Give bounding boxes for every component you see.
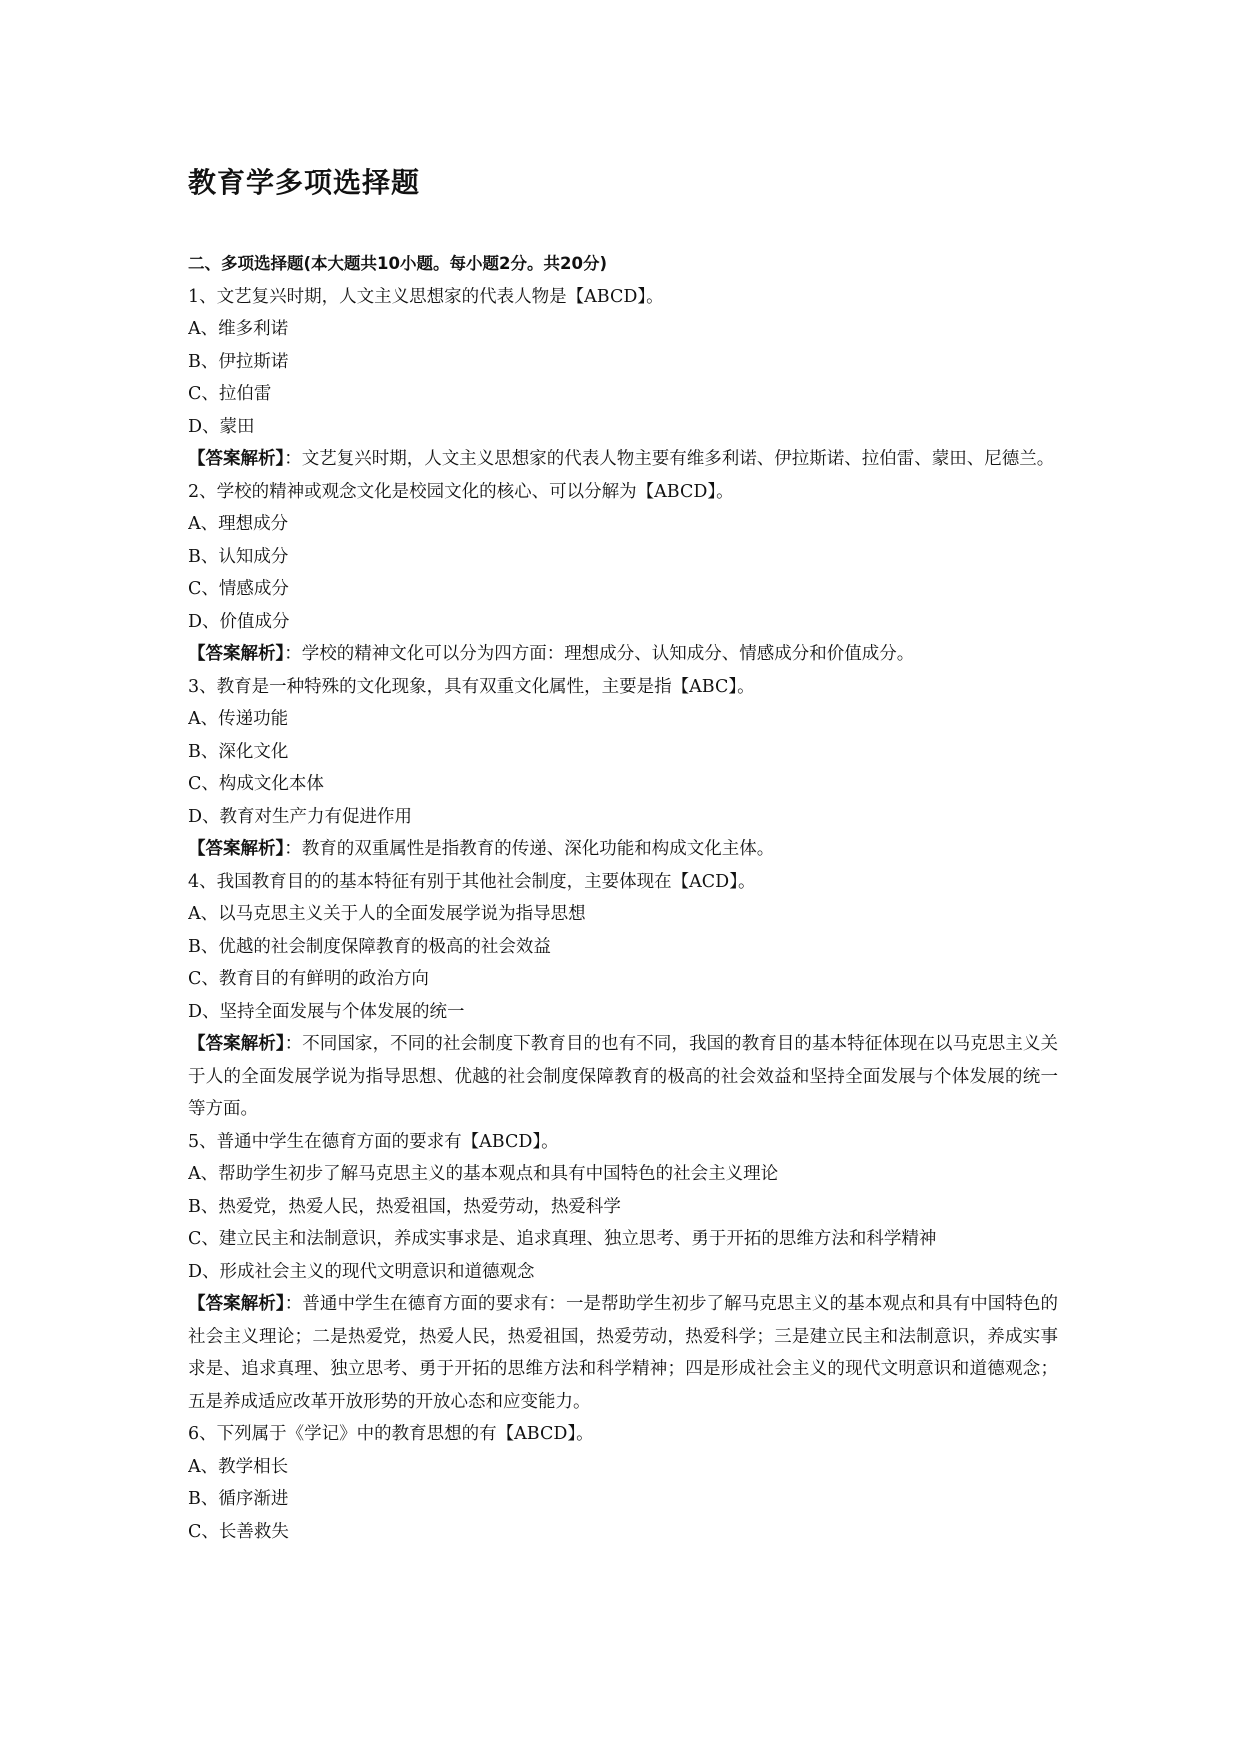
explanation-label: 【答案解析】: [188, 839, 285, 859]
option-a: A、理想成分: [188, 514, 289, 534]
question-stem: 3、教育是一种特殊的文化现象，具有双重文化属性，主要是指【ABC】。: [188, 676, 755, 697]
option-b: B、伊拉斯诺: [188, 351, 289, 372]
question-stem: 1、文艺复兴时期，人文主义思想家的代表人物是【ABCD】。: [188, 286, 664, 307]
option-c: C、拉伯雷: [188, 384, 272, 404]
option-d: D、坚持全面发展与个体发展的统一: [188, 1001, 465, 1022]
answer-explanation: [188, 443, 1058, 476]
option-b: B、循序渐进: [188, 1489, 289, 1509]
option-b: B、深化文化: [188, 741, 289, 762]
option-b: B、优越的社会制度保障教育的极高的社会效益: [188, 936, 551, 957]
option-a: A、帮助学生初步了解马克思主义的基本观点和具有中国特色的社会主义理论: [188, 1164, 779, 1184]
document-title: 教育学多项选择题: [188, 166, 421, 199]
option-c: C、长善救失: [188, 1521, 289, 1542]
question-block: [188, 281, 1058, 476]
answer-explanation: [188, 638, 1058, 671]
explanation-text: ：不同国家，不同的社会制度下教育目的也有不同，我国的教育目的基本特征体现在以马克思主义关于人的全面发展学说为指导思想、优越的社会制度保障教育的极高的社会效益和坚持全面发展与个体发展的统一等方面。: [188, 1034, 1059, 1119]
question-block: [188, 476, 1058, 671]
explanation-text: ：普通中学生在德育方面的要求有：一是帮助学生初步了解马克思主义的基本观点和具有中国特色的社会主义理论；二是热爱党，热爱人民，热爱祖国，热爱劳动，热爱科学；三是建立民主和法制意识，养成实事求是、追求真理、独立思考、勇于开拓的思维方法和科学精神；四是形成社会主义的现代文明意识和道德观念；五是养成适应改革开放形势的开放心态和应变能力。: [188, 1294, 1059, 1412]
option-c: C、构成文化本体: [188, 774, 324, 794]
document-content: [188, 248, 1058, 1548]
option-b: B、热爱党，热爱人民，热爱祖国，热爱劳动，热爱科学: [188, 1196, 621, 1217]
option-a: A、传递功能: [188, 709, 289, 729]
option-d: D、形成社会主义的现代文明意识和道德观念: [188, 1261, 535, 1282]
explanation-text: ：教育的双重属性是指教育的传递、深化功能和构成文化主体。: [284, 839, 775, 859]
option-a: A、以马克思主义关于人的全面发展学说为指导思想: [188, 904, 586, 924]
option-c: C、教育目的有鲜明的政治方向: [188, 969, 429, 989]
explanation-label: 【答案解析】: [188, 1034, 285, 1054]
option-a: A、教学相长: [188, 1456, 289, 1477]
option-d: D、蒙田: [188, 416, 255, 437]
explanation-text: ：学校的精神文化可以分为四方面：理想成分、认知成分、情感成分和价值成分。: [284, 644, 915, 664]
option-a: A、维多利诺: [188, 319, 289, 339]
question-stem: 6、下列属于《学记》中的教育思想的有【ABCD】。: [188, 1424, 594, 1444]
explanation-label: 【答案解析】: [188, 644, 285, 664]
question-block: [188, 866, 1058, 1126]
option-c: C、建立民主和法制意识，养成实事求是、追求真理、独立思考、勇于开拓的思维方法和科学精神: [188, 1229, 937, 1249]
question-block: [188, 671, 1058, 866]
option-d: D、价值成分: [188, 611, 290, 632]
question-stem: 2、学校的精神或观念文化是校园文化的核心、可以分解为【ABCD】。: [188, 481, 734, 502]
option-b: B、认知成分: [188, 546, 289, 567]
section-heading: 二、多项选择题(本大题共10小题。每小题2分。共20分): [188, 254, 607, 273]
question-block: [188, 1418, 1058, 1548]
answer-explanation: [188, 833, 1058, 866]
option-d: D、教育对生产力有促进作用: [188, 806, 413, 827]
explanation-label: 【答案解析】: [188, 1294, 285, 1314]
answer-explanation: [188, 1028, 1058, 1126]
question-stem: 5、普通中学生在德育方面的要求有【ABCD】。: [188, 1131, 559, 1152]
answer-explanation: [188, 1288, 1058, 1418]
option-c: C、情感成分: [188, 579, 289, 599]
explanation-text: ：文艺复兴时期，人文主义思想家的代表人物主要有维多利诺、伊拉斯诺、拉伯雷、蒙田、尼德兰。: [284, 449, 1055, 469]
explanation-label: 【答案解析】: [188, 449, 285, 469]
question-block: [188, 1126, 1058, 1419]
question-stem: 4、我国教育目的的基本特征有别于其他社会制度，主要体现在【ACD】。: [188, 871, 756, 892]
